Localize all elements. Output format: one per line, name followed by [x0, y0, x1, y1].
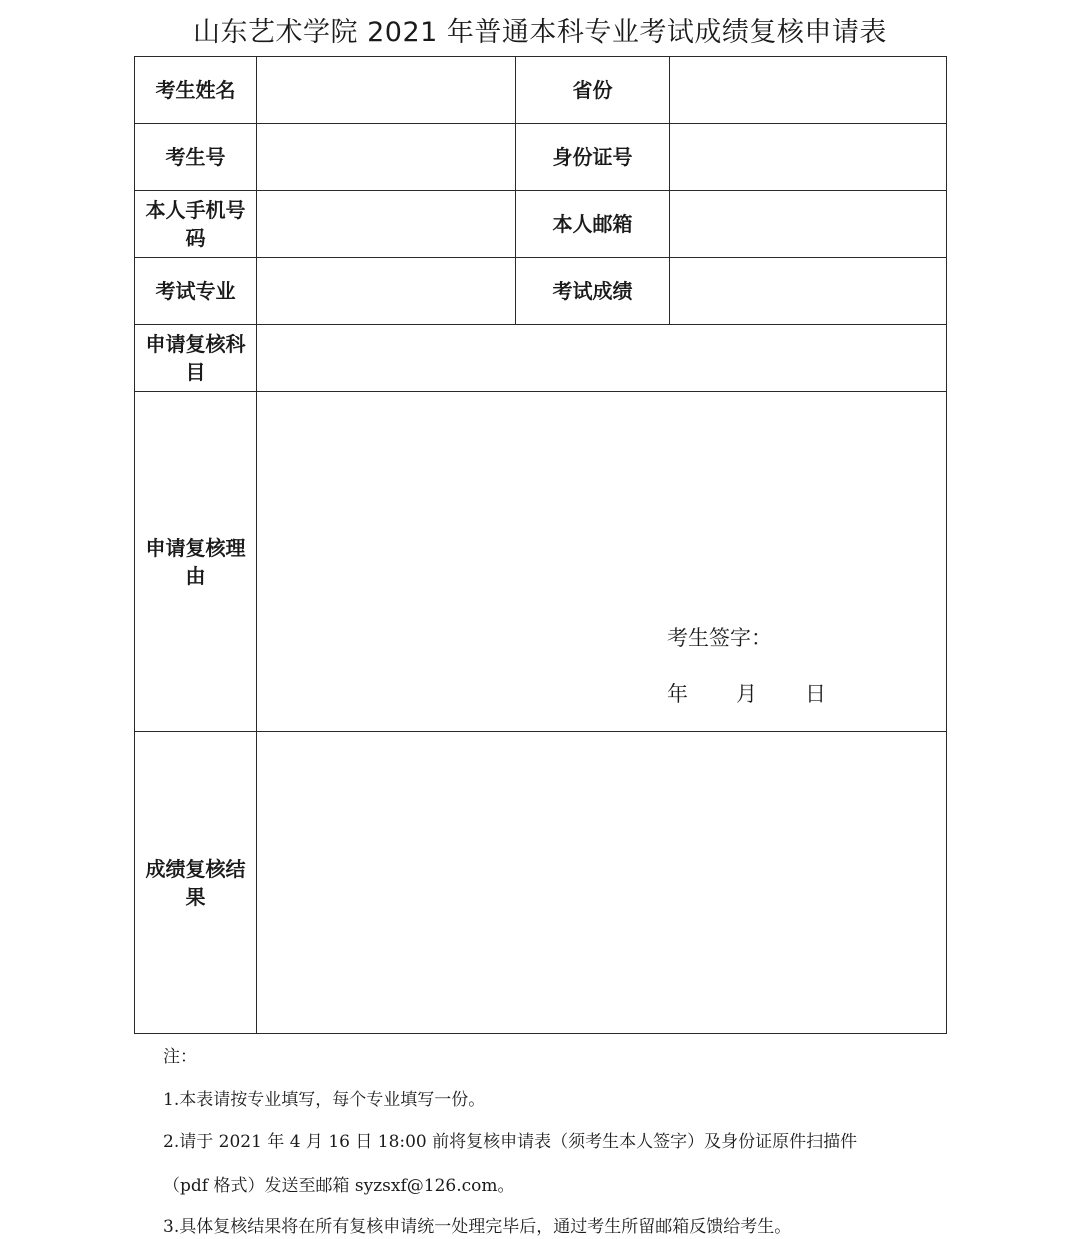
exam-no-field[interactable] — [257, 124, 516, 191]
note-item-1: 1.本表请按专业填写，每个专业填写一份。 — [163, 1090, 486, 1110]
province-label-cell — [516, 57, 670, 124]
email-field[interactable] — [670, 191, 947, 258]
name-label-cell — [135, 57, 257, 124]
date-year-label: 年 — [667, 682, 688, 706]
note-item-2-continued: （pdf 格式）发送至邮箱 syzsxf@126.com。 — [163, 1176, 515, 1196]
note-item-3: 3.具体复核结果将在所有复核申请统一处理完毕后，通过考生所留邮箱反馈给考生。 — [163, 1217, 792, 1237]
reason-label: 申请复核理由 — [145, 535, 246, 588]
page-title: 山东艺术学院 2021 年普通本科专业考试成绩复核申请表 — [193, 17, 887, 48]
date-day-label: 日 — [805, 682, 826, 706]
row-subject — [135, 325, 947, 392]
application-form-table — [134, 56, 947, 1034]
date-month-label: 月 — [736, 682, 757, 706]
result-field — [257, 732, 947, 1034]
row-name-province — [135, 57, 947, 124]
row-reason — [135, 392, 947, 732]
note-item-2: 2.请于 2021 年 4 月 16 日 18:00 前将复核申请表（须考生本人签字）及身份证原件扫描件 — [163, 1132, 858, 1152]
score-label-cell — [516, 258, 670, 325]
score-field[interactable] — [670, 258, 947, 325]
result-label: 成绩复核结果 — [145, 856, 246, 909]
row-examno-id — [135, 124, 947, 191]
row-result — [135, 732, 947, 1034]
name-label: 考生姓名 — [155, 78, 236, 102]
exam-no-label: 考生号 — [165, 145, 226, 169]
subject-field[interactable] — [257, 325, 947, 392]
score-label: 考试成绩 — [552, 279, 633, 303]
province-field[interactable] — [670, 57, 947, 124]
id-label-cell — [516, 124, 670, 191]
major-field[interactable] — [257, 258, 516, 325]
email-label: 本人邮箱 — [552, 212, 633, 236]
exam-no-label-cell — [135, 124, 257, 191]
subject-label: 申请复核科目 — [145, 332, 246, 384]
reason-label-cell — [135, 392, 257, 732]
phone-label: 本人手机号码 — [145, 198, 246, 250]
result-label-cell — [135, 732, 257, 1034]
id-label: 身份证号 — [552, 145, 633, 169]
signature-date — [667, 678, 826, 708]
subject-label-cell — [135, 325, 257, 392]
province-label: 省份 — [572, 78, 613, 102]
email-label-cell — [516, 191, 670, 258]
signature-label: 考生签字： — [667, 626, 772, 650]
row-major-score — [135, 258, 947, 325]
major-label-cell — [135, 258, 257, 325]
id-field[interactable] — [670, 124, 947, 191]
name-field[interactable] — [257, 57, 516, 124]
phone-label-cell — [135, 191, 257, 258]
major-label: 考试专业 — [155, 279, 236, 303]
notes-heading: 注： — [163, 1047, 197, 1067]
reason-field[interactable] — [257, 392, 947, 732]
phone-field[interactable] — [257, 191, 516, 258]
row-phone-email — [135, 191, 947, 258]
